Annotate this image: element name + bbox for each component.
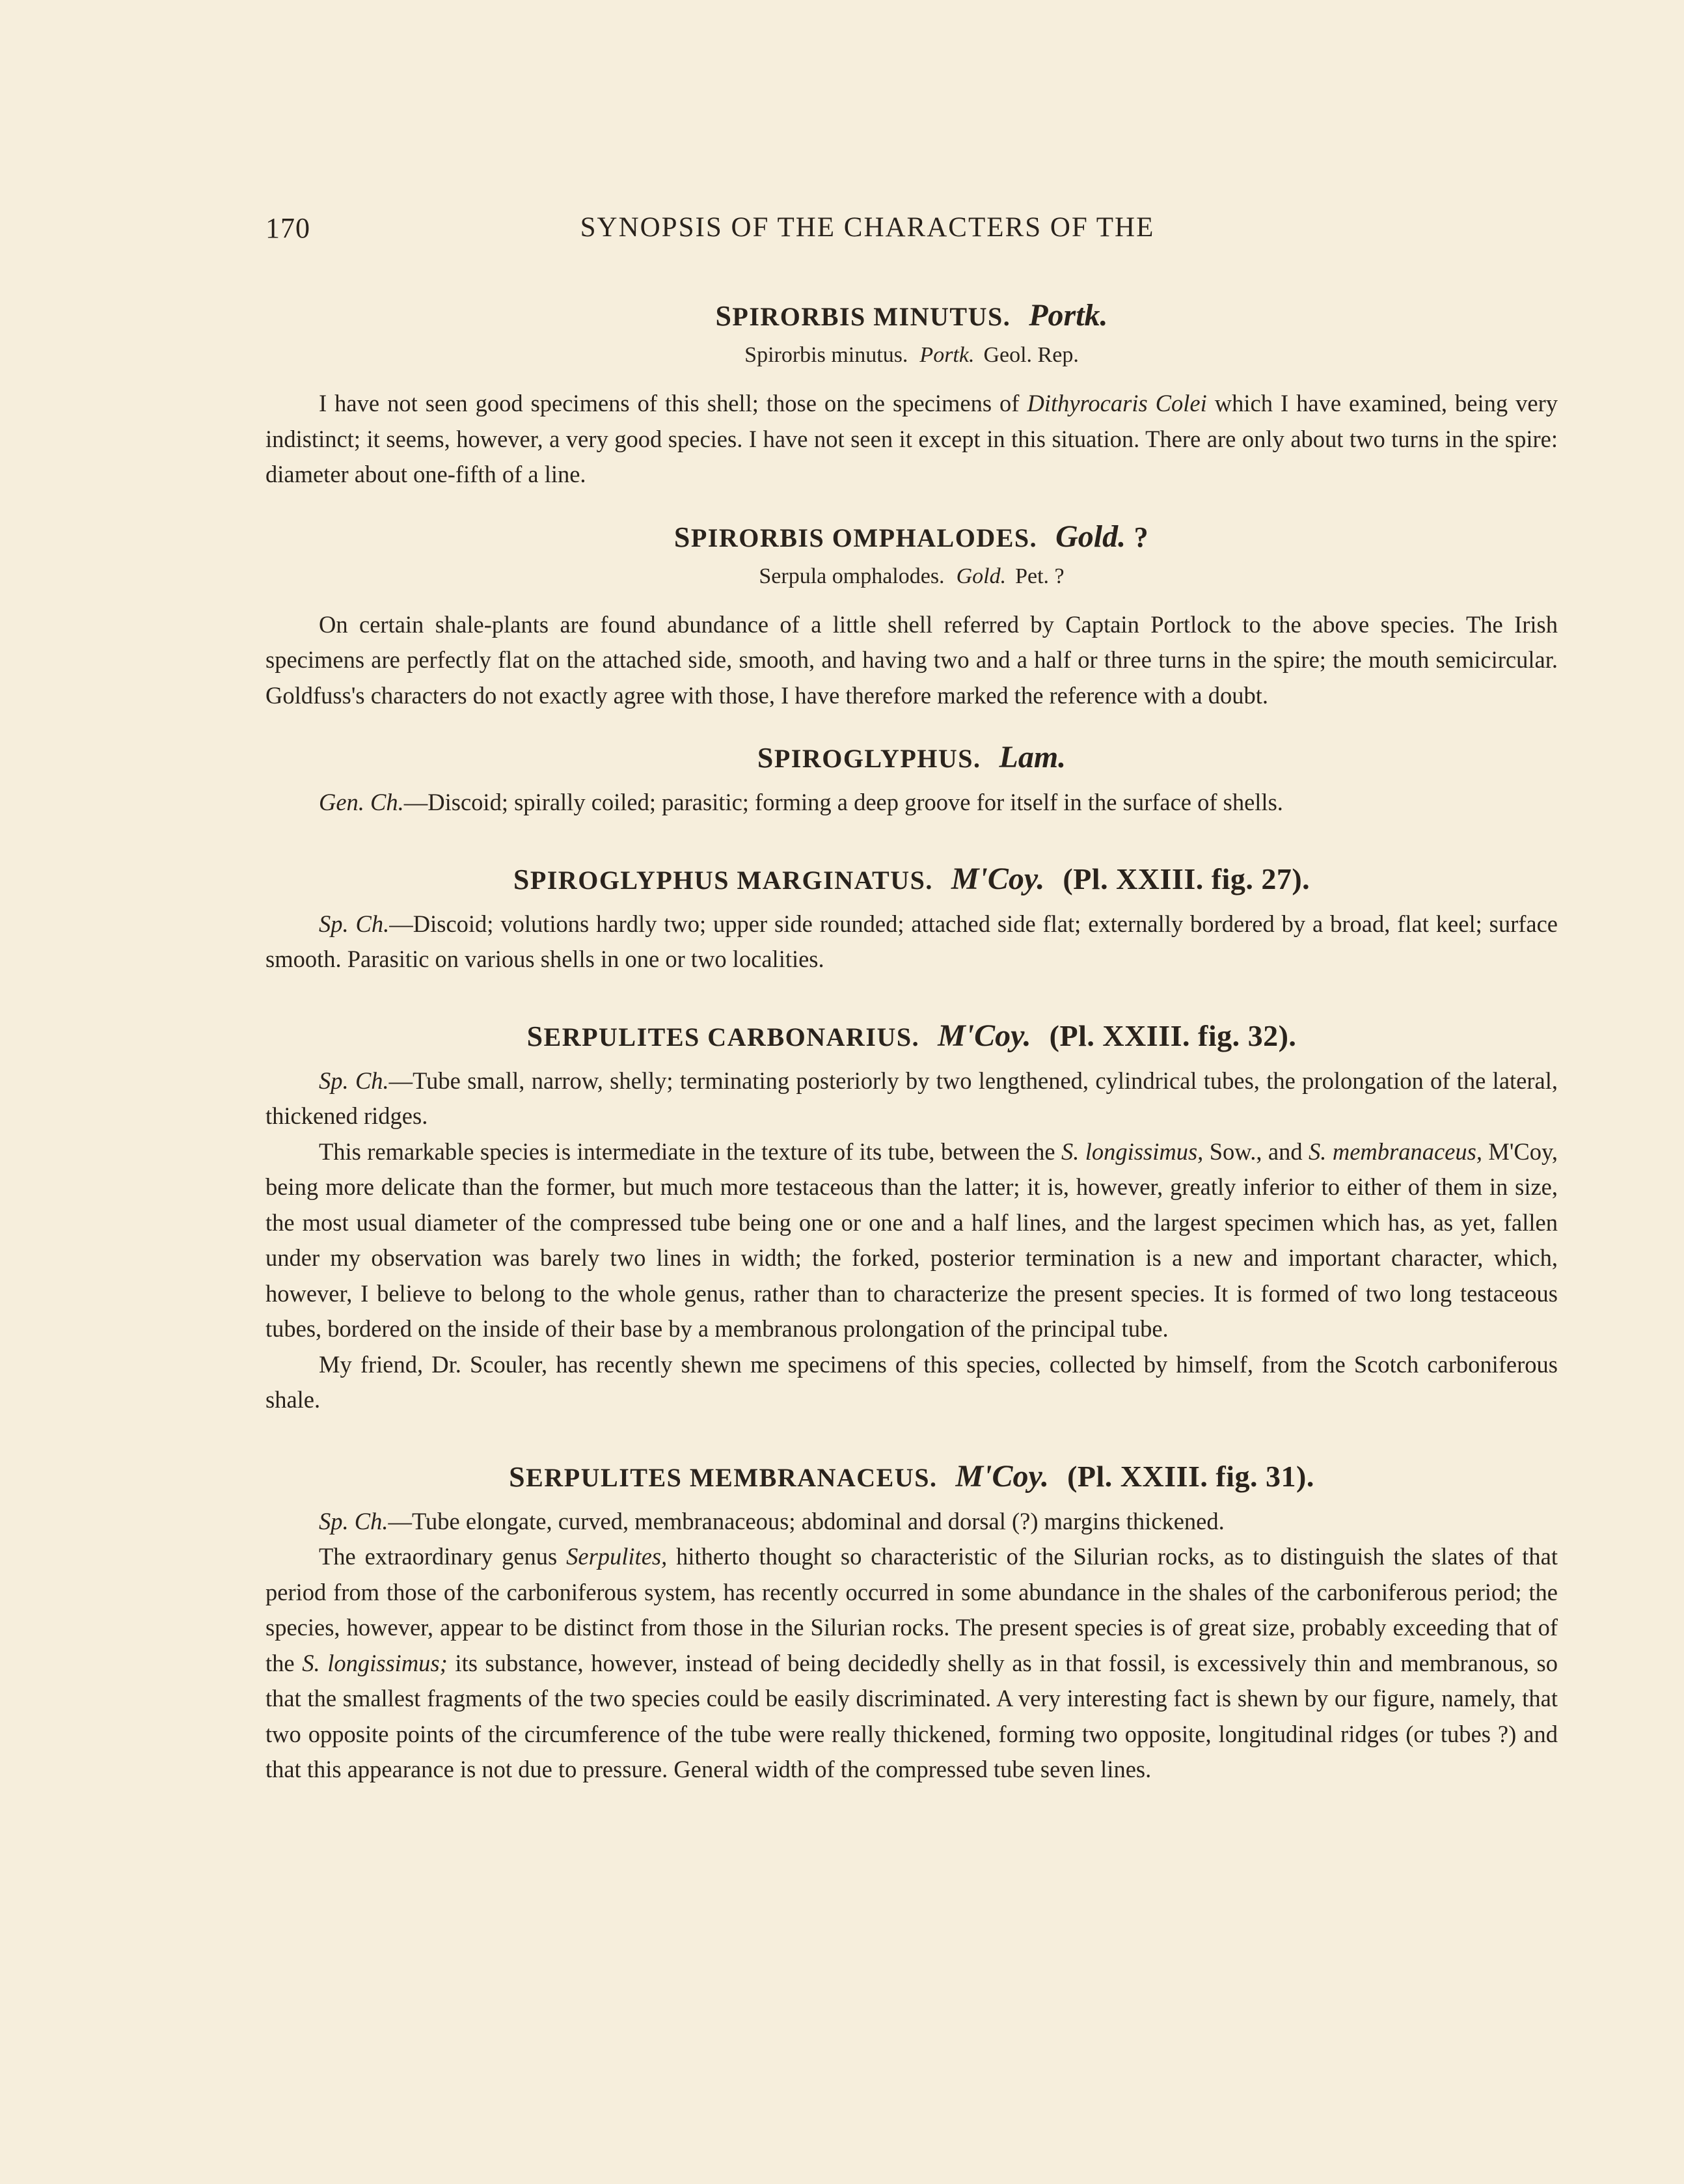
species-author: M'Coy. <box>951 861 1045 896</box>
species-author: Gold. <box>1055 519 1126 554</box>
specific-characters: Sp. Ch.—Tube small, narrow, shelly; terminating posteriorly by two lengthened, cylindrical tubes, the prolongation of the lateral, thickened ridges. <box>265 1067 1558 1129</box>
entry-serpulites-carbonarius <box>265 1017 1558 1418</box>
page-number: 170 <box>265 212 310 244</box>
description-paragraph: On certain shale-plants are found abundance of a little shell referred by Captain Portlock to the above species. The Irish specimens are perfectly flat on the attached side, smooth, and having two and a half or three turns in the spire; the mouth semicircular. Goldfuss's characters do not exactly agree with those, I have therefore marked the reference with a doubt. <box>265 610 1558 709</box>
species-author: Portk. <box>1029 298 1108 333</box>
species-heading: SPIRORBIS MINUTUS. Portk. <box>715 298 1108 333</box>
plate-reference: (Pl. XXIII. fig. 31). <box>1067 1459 1314 1493</box>
species-heading: SPIROGLYPHUS MARGINATUS. M'Coy. (Pl. XXIII. fig. 27). <box>513 861 1311 896</box>
description-paragraph: This remarkable species is intermediate in the texture of its tube, between the S. longissimus, Sow., and S. membranaceus, M'Coy, being more delicate than the former, but much more testaceous than the latter; it is, however, greatly inferior to either of them in size, the most usual diameter of the compressed tube being one or one and a half lines, and the largest specimen which has, as yet, fallen under my observation was barely two lines in width; the forked, posterior termination is a new and important character, which, however, I believe to belong to the whole genus, rather than to characterize the present species. It is formed of two long testaceous tubes, bordered on the inside of their base by a membranous prolongation of the principal tube. <box>265 1138 1558 1342</box>
synonym-line: Serpula omphalodes. Gold. Pet. ? <box>759 564 1065 588</box>
description-paragraph: My friend, Dr. Scouler, has recently shewn me specimens of this species, collected by himself, from the Scotch carboniferous shale. <box>265 1350 1558 1413</box>
entry-spirorbis-omphalodes <box>265 517 1558 714</box>
species-heading: SERPULITES CARBONARIUS. M'Coy. (Pl. XXIII. fig. 32). <box>526 1018 1297 1053</box>
species-author: M'Coy. <box>938 1018 1031 1053</box>
running-head: SYNOPSIS OF THE CHARACTERS OF THE <box>580 212 1155 243</box>
synonym-line: Spirorbis minutus. Portk. Geol. Rep. <box>744 343 1079 367</box>
description-paragraph: The extraordinary genus Serpulites, hitherto thought so characteristic of the Silurian rocks, as to distinguish the slates of that period from those of the carboniferous system, has recently occurred in some abundance in the shales of the carboniferous period; the species, however, appear to be distinct from those in the Silurian rocks. The present species is of great size, probably exceeding that of the S. longissimus; its substance, however, instead of being decidedly shelly as in that fossil, is excessively thin and membranous, so that the smallest fragments of the two species could be easily discriminated. A very interesting fact is shewn by our figure, namely, that two opposite points of the circumference of the tube were really thickened, forming two opposite, longitudinal ridges (or tubes ?) and that this appearance is not due to pressure. General width of the compressed tube seven lines. <box>265 1543 1558 1782</box>
generic-characters: Gen. Ch.—Discoid; spirally coiled; parasitic; forming a deep groove for itself in the surface of shells. <box>319 789 1283 815</box>
page-body <box>265 296 1558 1788</box>
species-heading: SERPULITES MEMBRANACEUS. M'Coy. (Pl. XXIII. fig. 31). <box>509 1458 1314 1494</box>
entry-spiroglyphus-marginatus <box>265 860 1558 977</box>
entry-serpulites-membranaceus <box>265 1457 1558 1788</box>
genus-heading: SPIROGLYPHUS. Lam. <box>757 740 1066 774</box>
plate-reference: (Pl. XXIII. fig. 32). <box>1049 1018 1297 1052</box>
specific-characters: Sp. Ch.—Tube elongate, curved, membranaceous; abdominal and dorsal (?) margins thickened. <box>319 1507 1225 1535</box>
entry-spiroglyphus <box>265 738 1558 821</box>
specific-characters: Sp. Ch.—Discoid; volutions hardly two; upper side rounded; attached side flat; externally bordered by a broad, flat keel; surface smooth. Parasitic on various shells in one or two localities. <box>265 910 1558 972</box>
description-paragraph: I have not seen good specimens of this shell; those on the specimens of Dithyrocaris Colei which I have examined, being very indistinct; it seems, however, a very good species. I have not seen it except in this situation. There are only about two turns in the spire: diameter about one-fifth of a line. <box>265 390 1558 487</box>
plate-reference: (Pl. XXIII. fig. 27). <box>1063 862 1311 895</box>
genus-author: Lam. <box>999 740 1066 774</box>
species-author: M'Coy. <box>955 1458 1050 1494</box>
page-header <box>265 212 1424 251</box>
entry-spirorbis-minutus <box>265 296 1558 493</box>
species-heading: SPIRORBIS OMPHALODES. Gold. ? <box>673 519 1150 554</box>
